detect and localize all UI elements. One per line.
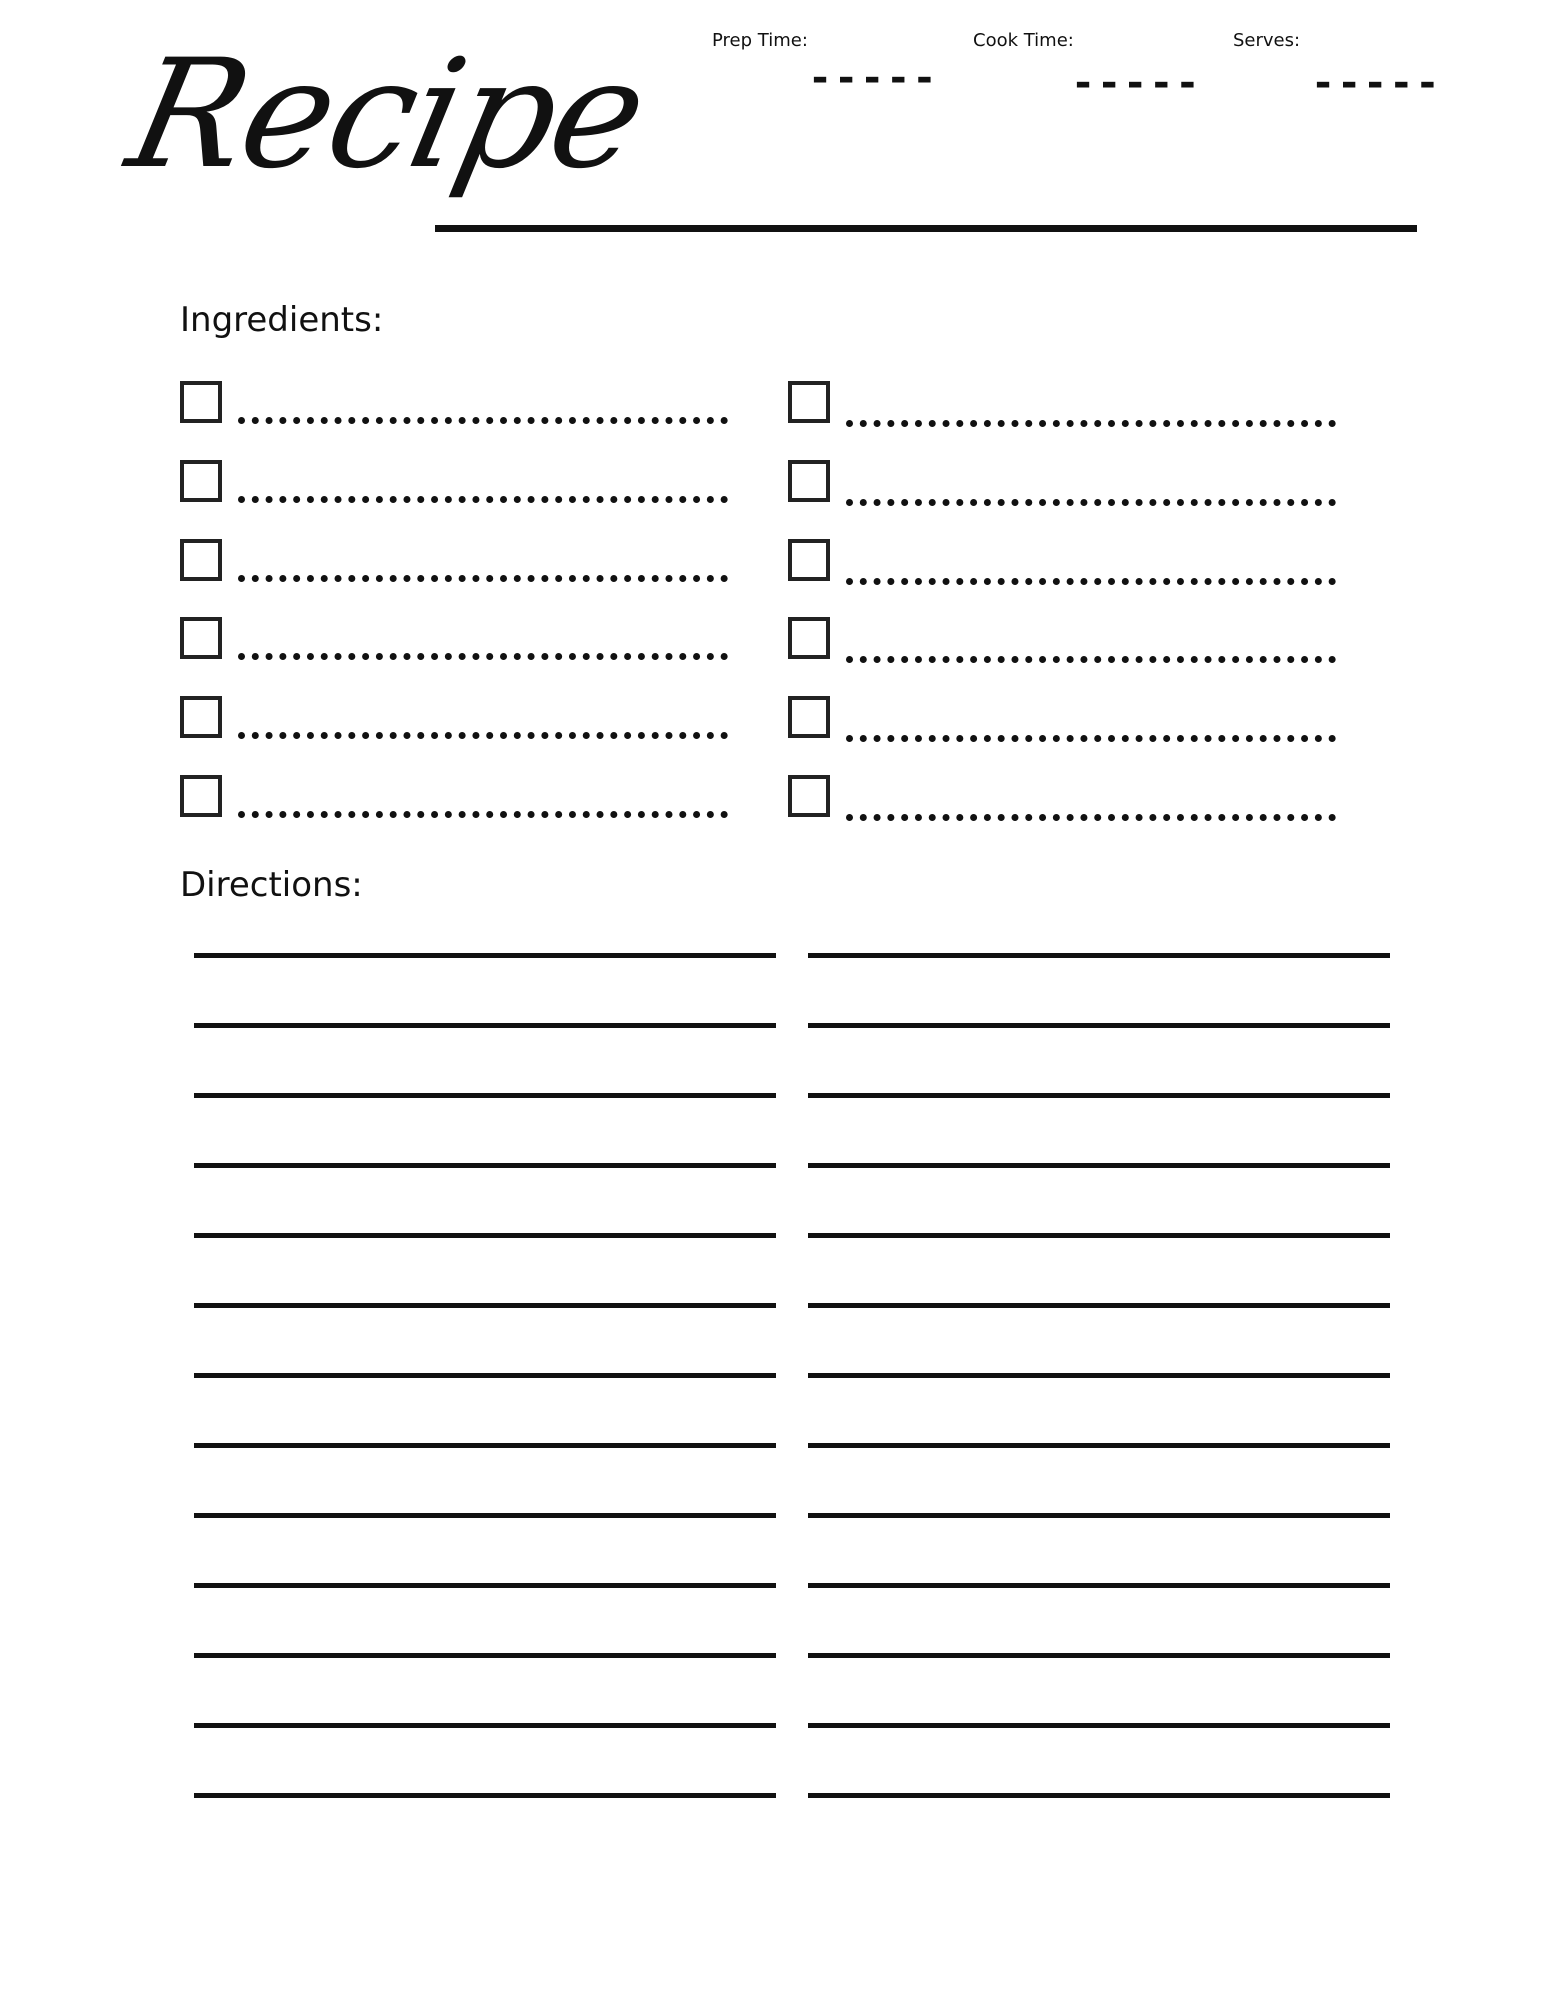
cook-time-field[interactable]: ----- bbox=[1071, 60, 1202, 106]
direction-line[interactable] bbox=[808, 953, 1390, 958]
prep-time-label: Prep Time: bbox=[712, 30, 808, 51]
direction-line[interactable] bbox=[194, 1303, 776, 1308]
ingredient-checkbox[interactable] bbox=[180, 539, 222, 581]
direction-line[interactable] bbox=[194, 1583, 776, 1588]
ingredient-entry-line[interactable] bbox=[846, 814, 1336, 821]
recipe-title: Recipe bbox=[115, 28, 659, 202]
ingredient-checkbox[interactable] bbox=[788, 460, 830, 502]
direction-line[interactable] bbox=[808, 1723, 1390, 1728]
direction-line[interactable] bbox=[194, 1163, 776, 1168]
serves-label: Serves: bbox=[1233, 30, 1301, 51]
ingredient-checkbox[interactable] bbox=[180, 617, 222, 659]
ingredient-entry-line[interactable] bbox=[238, 653, 728, 660]
direction-line[interactable] bbox=[194, 953, 776, 958]
prep-time-field[interactable]: ----- bbox=[808, 55, 939, 101]
recipe-name-line[interactable] bbox=[435, 225, 1417, 232]
ingredient-entry-line[interactable] bbox=[846, 656, 1336, 663]
direction-line[interactable] bbox=[808, 1373, 1390, 1378]
direction-line[interactable] bbox=[808, 1513, 1390, 1518]
direction-line[interactable] bbox=[808, 1303, 1390, 1308]
ingredient-checkbox[interactable] bbox=[788, 539, 830, 581]
ingredient-entry-line[interactable] bbox=[238, 496, 728, 503]
ingredient-entry-line[interactable] bbox=[846, 420, 1336, 427]
directions-heading: Directions: bbox=[180, 865, 363, 905]
ingredient-checkbox[interactable] bbox=[180, 381, 222, 423]
direction-line[interactable] bbox=[194, 1793, 776, 1798]
direction-line[interactable] bbox=[808, 1163, 1390, 1168]
ingredient-entry-line[interactable] bbox=[238, 811, 728, 818]
direction-line[interactable] bbox=[194, 1373, 776, 1378]
ingredient-checkbox[interactable] bbox=[788, 617, 830, 659]
direction-line[interactable] bbox=[808, 1093, 1390, 1098]
direction-line[interactable] bbox=[808, 1443, 1390, 1448]
ingredient-entry-line[interactable] bbox=[238, 575, 728, 582]
ingredient-checkbox[interactable] bbox=[788, 775, 830, 817]
ingredient-checkbox[interactable] bbox=[180, 460, 222, 502]
direction-line[interactable] bbox=[808, 1583, 1390, 1588]
ingredients-heading: Ingredients: bbox=[180, 300, 384, 340]
direction-line[interactable] bbox=[194, 1023, 776, 1028]
direction-line[interactable] bbox=[194, 1443, 776, 1448]
direction-line[interactable] bbox=[194, 1233, 776, 1238]
ingredient-checkbox[interactable] bbox=[180, 775, 222, 817]
direction-line[interactable] bbox=[808, 1023, 1390, 1028]
direction-line[interactable] bbox=[194, 1513, 776, 1518]
cook-time-label: Cook Time: bbox=[973, 30, 1074, 51]
ingredient-entry-line[interactable] bbox=[846, 499, 1336, 506]
ingredient-entry-line[interactable] bbox=[846, 578, 1336, 585]
ingredient-entry-line[interactable] bbox=[846, 735, 1336, 742]
direction-line[interactable] bbox=[194, 1093, 776, 1098]
ingredient-checkbox[interactable] bbox=[788, 696, 830, 738]
direction-line[interactable] bbox=[808, 1653, 1390, 1658]
ingredient-entry-line[interactable] bbox=[238, 417, 728, 424]
direction-line[interactable] bbox=[194, 1723, 776, 1728]
direction-line[interactable] bbox=[808, 1233, 1390, 1238]
direction-line[interactable] bbox=[808, 1793, 1390, 1798]
ingredient-entry-line[interactable] bbox=[238, 732, 728, 739]
ingredient-checkbox[interactable] bbox=[788, 381, 830, 423]
direction-line[interactable] bbox=[194, 1653, 776, 1658]
serves-field[interactable]: ----- bbox=[1311, 60, 1442, 106]
ingredient-checkbox[interactable] bbox=[180, 696, 222, 738]
